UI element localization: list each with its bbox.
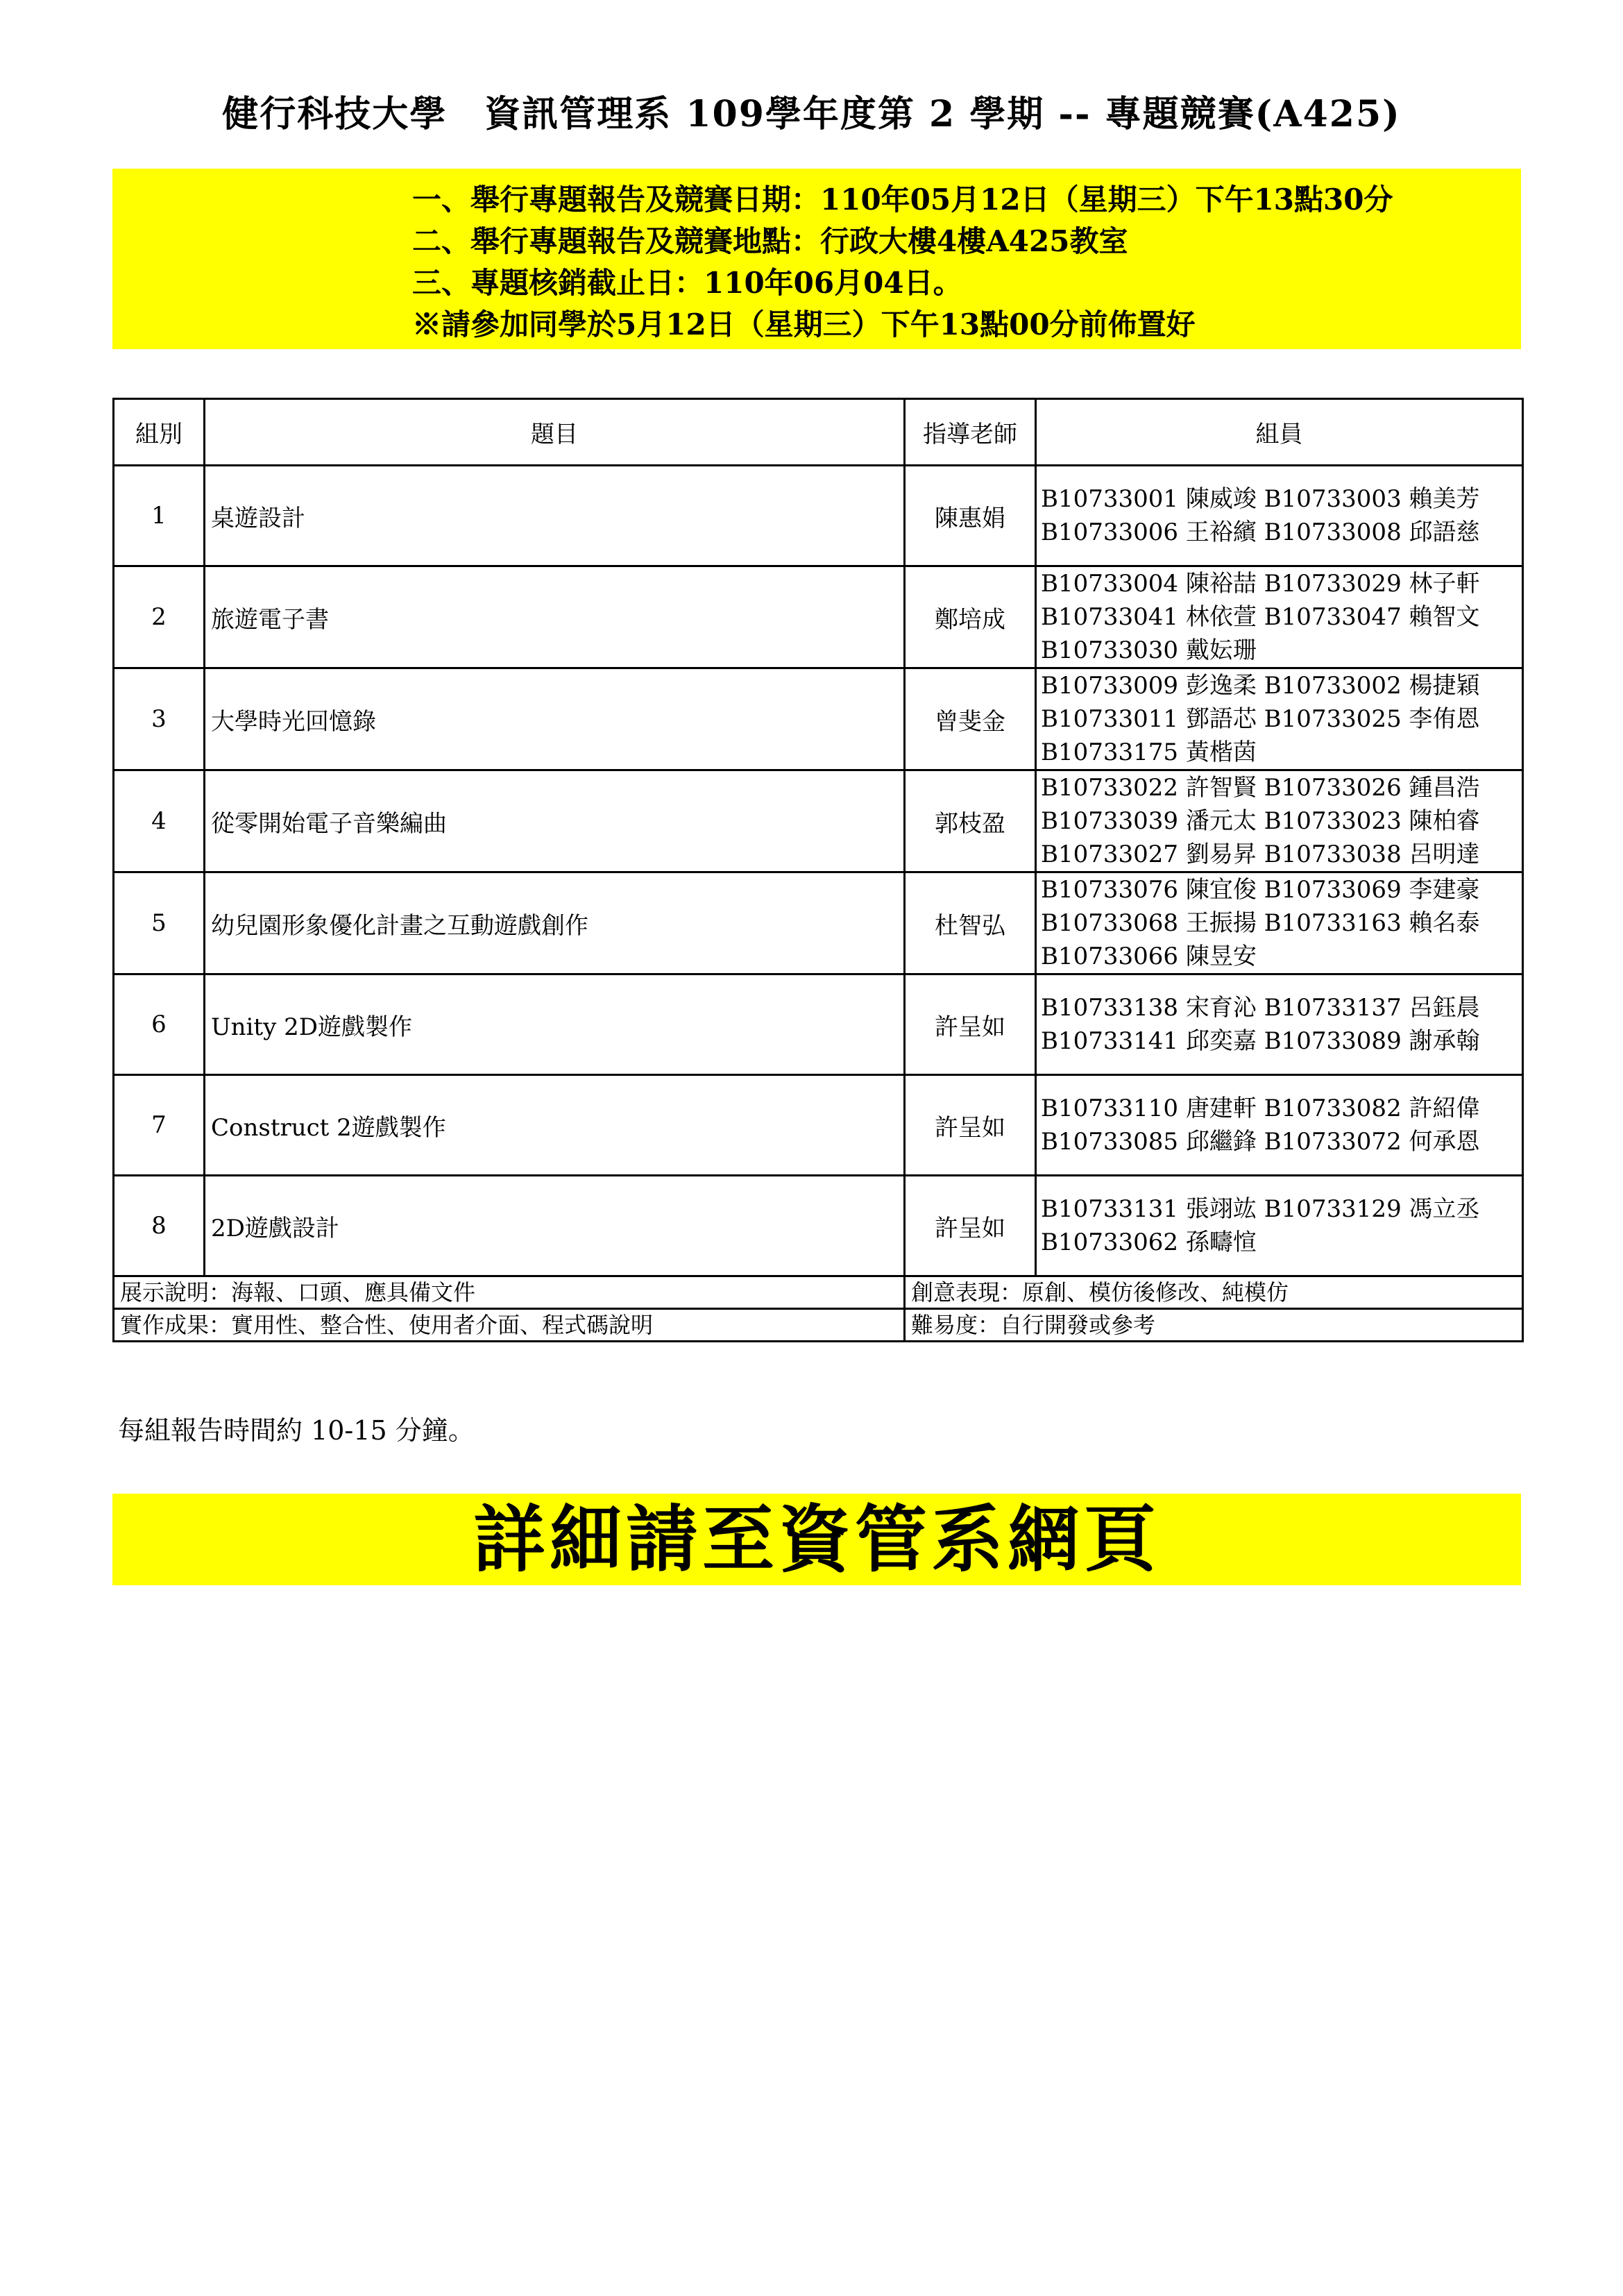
project-topic: 從零開始電子音樂編曲 — [205, 770, 905, 872]
table-footer-row — [114, 1309, 1523, 1342]
member-line: B10733027 劉易昇 B10733038 呂明達 — [1041, 841, 1480, 868]
project-topic: 桌遊設計 — [205, 466, 905, 566]
table-row — [114, 1075, 1523, 1176]
table-footer-row — [114, 1276, 1523, 1309]
advisor-name: 鄭培成 — [905, 566, 1036, 668]
group-number: 1 — [114, 466, 205, 566]
member-list — [1036, 566, 1523, 668]
member-line: B10733041 林依萱 B10733047 賴智文 — [1041, 603, 1480, 631]
member-line: B10733006 王裕繽 B10733008 邱語慈 — [1041, 518, 1480, 546]
member-list — [1036, 1075, 1523, 1176]
member-line: B10733030 戴妘珊 — [1041, 636, 1257, 664]
advisor-name: 陳惠娟 — [905, 466, 1036, 566]
page-title: 健行科技大學 資訊管理系 109學年度第 2 學期 -- 專題競賽(A425) — [222, 93, 1401, 135]
table-row — [114, 466, 1523, 566]
member-list — [1036, 872, 1523, 974]
table-row — [114, 770, 1523, 872]
notice-setup: ※請參加同學於5月12日（星期三）下午13點00分前佈置好 — [412, 307, 1196, 341]
table-row — [114, 1176, 1523, 1276]
group-number: 4 — [114, 770, 205, 872]
project-topic: 旅遊電子書 — [205, 566, 905, 668]
project-topic: 幼兒園形象優化計畫之互動遊戲創作 — [205, 872, 905, 974]
advisor-name: 郭枝盈 — [905, 770, 1036, 872]
member-line: B10733085 邱繼鋒 B10733072 何承恩 — [1041, 1128, 1480, 1156]
member-line: B10733022 許智賢 B10733026 鍾昌浩 — [1041, 774, 1480, 802]
member-list — [1036, 770, 1523, 872]
member-line: B10733175 黃楷茵 — [1041, 738, 1257, 766]
header-topic: 題目 — [205, 399, 905, 466]
member-line: B10733011 鄧語芯 B10733025 李侑恩 — [1041, 705, 1480, 733]
notice-date: 一、舉行專題報告及競賽日期：110年05月12日（星期三）下午13點30分 — [412, 183, 1393, 217]
group-number: 6 — [114, 974, 205, 1075]
member-line: B10733068 王振揚 B10733163 賴名泰 — [1041, 909, 1480, 937]
table-row — [114, 974, 1523, 1075]
report-time-note: 每組報告時間約 10-15 分鐘。 — [118, 1415, 475, 1446]
footer-display-note: 展示說明：海報、口頭、應具備文件 — [114, 1276, 905, 1309]
groups-table — [112, 398, 1524, 1342]
notice-location: 二、舉行專題報告及競賽地點：行政大樓4樓A425教室 — [412, 224, 1128, 258]
footer-difficulty-note: 難易度：自行開發或參考 — [905, 1309, 1523, 1342]
advisor-name: 杜智弘 — [905, 872, 1036, 974]
member-line: B10733066 陳昱安 — [1041, 943, 1257, 970]
group-number: 5 — [114, 872, 205, 974]
member-list — [1036, 466, 1523, 566]
group-number: 8 — [114, 1176, 205, 1276]
notice-box — [112, 169, 1521, 349]
member-line: B10733062 孫疇愃 — [1041, 1229, 1257, 1256]
advisor-name: 許呈如 — [905, 1075, 1036, 1176]
member-list — [1036, 974, 1523, 1075]
table-row — [114, 872, 1523, 974]
notice-deadline: 三、專題核銷截止日：110年06月04日。 — [412, 266, 962, 300]
footer-creativity-note: 創意表現：原創、模仿後修改、純模仿 — [905, 1276, 1523, 1309]
table-row — [114, 668, 1523, 770]
group-number: 7 — [114, 1075, 205, 1176]
table-header-row — [114, 399, 1523, 466]
member-line: B10733076 陳宜俊 B10733069 李建豪 — [1041, 876, 1480, 904]
website-banner: 詳細請至資管系網頁 — [112, 1494, 1521, 1585]
advisor-name: 曾斐金 — [905, 668, 1036, 770]
header-members: 組員 — [1036, 399, 1523, 466]
member-line: B10733039 潘元太 B10733023 陳柏睿 — [1041, 807, 1480, 835]
project-topic: Construct 2遊戲製作 — [205, 1075, 905, 1176]
member-line: B10733009 彭逸柔 B10733002 楊捷穎 — [1041, 672, 1480, 700]
table-row — [114, 566, 1523, 668]
member-line: B10733138 宋育沁 B10733137 呂鈺晨 — [1041, 994, 1480, 1022]
project-topic: Unity 2D遊戲製作 — [205, 974, 905, 1075]
member-list — [1036, 668, 1523, 770]
project-topic: 大學時光回憶錄 — [205, 668, 905, 770]
header-advisor: 指導老師 — [905, 399, 1036, 466]
member-line: B10733141 邱奕嘉 B10733089 謝承翰 — [1041, 1027, 1480, 1055]
header-group-no: 組別 — [114, 399, 205, 466]
member-line: B10733131 張翊竑 B10733129 馮立丞 — [1041, 1195, 1480, 1223]
project-topic: 2D遊戲設計 — [205, 1176, 905, 1276]
member-list — [1036, 1176, 1523, 1276]
footer-implementation-note: 實作成果：實用性、整合性、使用者介面、程式碼說明 — [114, 1309, 905, 1342]
member-line: B10733110 唐建軒 B10733082 許紹偉 — [1041, 1095, 1480, 1122]
group-number: 2 — [114, 566, 205, 668]
advisor-name: 許呈如 — [905, 1176, 1036, 1276]
member-line: B10733001 陳威竣 B10733003 賴美芳 — [1041, 485, 1480, 513]
advisor-name: 許呈如 — [905, 974, 1036, 1075]
group-number: 3 — [114, 668, 205, 770]
member-line: B10733004 陳裕喆 B10733029 林子軒 — [1041, 570, 1480, 598]
